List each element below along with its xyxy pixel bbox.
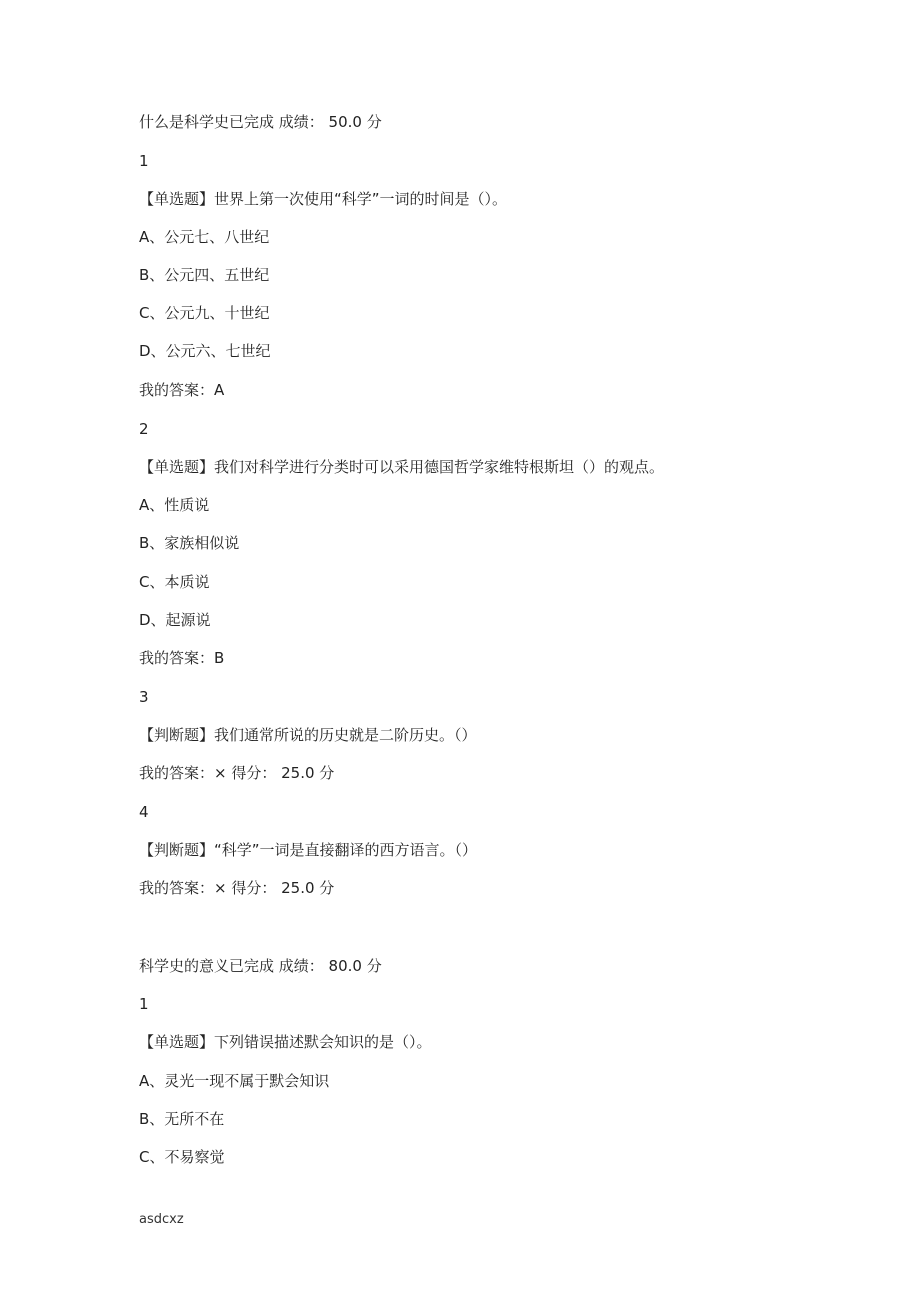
question-1-option-a: A、公元七、八世纪 [139,228,270,246]
question-3-answer: 我的答案：× 得分： 25.0 分 [139,764,335,782]
question-3-number: 3 [139,688,149,706]
section-2-heading: 科学史的意义已完成 成绩： 80.0 分 [139,957,382,975]
question-2-text: 【单选题】我们对科学进行分类时可以采用德国哲学家维特根斯坦（）的观点。 [139,458,665,476]
question-2-option-a: A、性质说 [139,496,210,514]
question-1-option-b: B、公元四、五世纪 [139,266,270,284]
question-2-option-d: D、起源说 [139,611,211,629]
question-1-option-d: D、公元六、七世纪 [139,342,271,360]
section-1-heading: 什么是科学史已完成 成绩： 50.0 分 [139,113,382,131]
section-2-question-1-number: 1 [139,995,149,1013]
question-2-number: 2 [139,420,149,438]
question-2-option-b: B、家族相似说 [139,534,240,552]
question-3-text: 【判断题】我们通常所说的历史就是二阶历史。（） [139,726,477,744]
question-1-option-c: C、公元九、十世纪 [139,304,270,322]
question-4-answer: 我的答案：× 得分： 25.0 分 [139,879,335,897]
question-1-answer: 我的答案：A [139,381,225,399]
question-1-text: 【单选题】世界上第一次使用“科学”一词的时间是（）。 [139,190,508,208]
page-footer: asdcxz [139,1212,184,1227]
section-2-question-1-text: 【单选题】下列错误描述默会知识的是（）。 [139,1033,432,1051]
question-2-option-c: C、本质说 [139,573,210,591]
question-4-text: 【判断题】“科学”一词是直接翻译的西方语言。（） [139,841,478,859]
section-2-question-1-option-a: A、灵光一现不属于默会知识 [139,1072,330,1090]
section-2-question-1-option-b: B、无所不在 [139,1110,225,1128]
question-1-number: 1 [139,152,149,170]
question-2-answer: 我的答案：B [139,649,225,667]
question-4-number: 4 [139,803,149,821]
section-2-question-1-option-c: C、不易察觉 [139,1148,225,1166]
